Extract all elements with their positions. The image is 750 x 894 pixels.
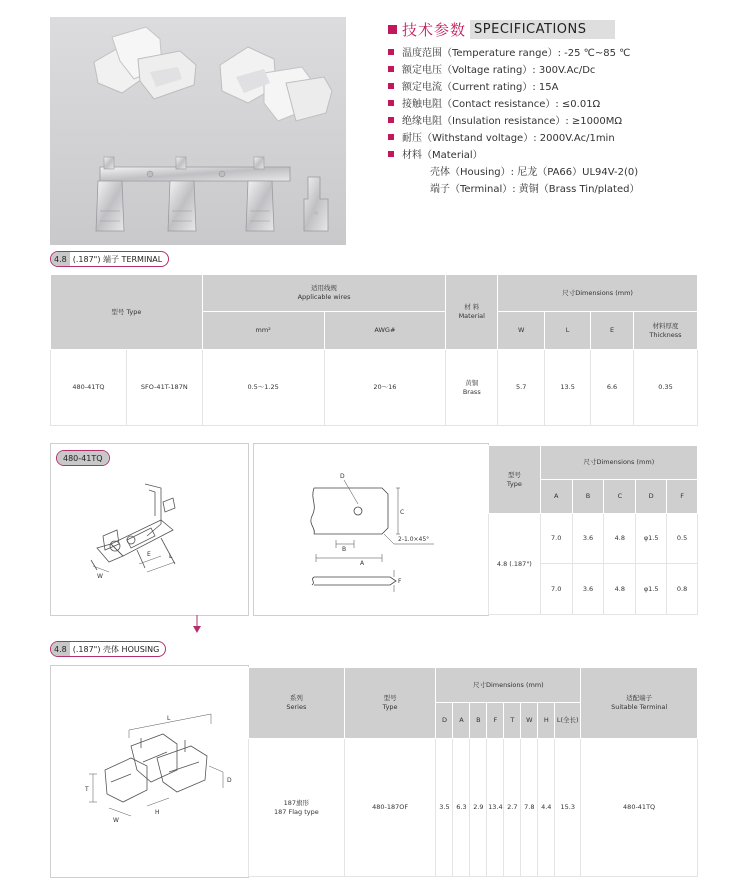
dim-w-label: W bbox=[113, 817, 119, 824]
bullet-icon bbox=[388, 83, 394, 89]
terminal-section-label: 4.8 (.187") 端子 TERMINAL bbox=[50, 251, 169, 267]
dim-f-label: F bbox=[398, 578, 402, 585]
col-header-f: F bbox=[487, 703, 504, 739]
table-row bbox=[489, 514, 698, 564]
cell-b: 3.6 bbox=[572, 514, 604, 564]
cell-d: 3.5 bbox=[436, 739, 453, 877]
col-header-dimensions: 尺寸Dimensions (mm) bbox=[540, 446, 697, 480]
cell-h: 4.4 bbox=[538, 739, 555, 877]
cell-l: 13.5 bbox=[545, 350, 591, 426]
cell-series: 187旗形 187 Flag type bbox=[249, 739, 345, 877]
col-header-suitable: 适配端子 Suitable Terminal bbox=[581, 668, 698, 739]
col-header-f: F bbox=[667, 480, 698, 514]
dim-a-label: A bbox=[360, 560, 365, 567]
col-header-dimensions: 尺寸Dimensions (mm) bbox=[436, 668, 581, 703]
cell-mm2: 0.5～1.25 bbox=[202, 350, 324, 426]
col-header-l: L(全长) bbox=[555, 703, 581, 739]
col-header-type: 型号 Type bbox=[489, 446, 541, 514]
dim-b-label: B bbox=[342, 546, 347, 553]
dim-c-label: C bbox=[400, 509, 405, 516]
col-header-thickness: 材料厚度 Thickness bbox=[634, 312, 698, 350]
cell-material: 黄铜 Brass bbox=[446, 350, 498, 426]
cell-a: 6.3 bbox=[453, 739, 470, 877]
terminal-table bbox=[50, 274, 698, 426]
cell-type: 4.8 (.187") bbox=[489, 514, 541, 615]
col-header-type: 型号 Type bbox=[51, 275, 203, 350]
col-header-mm2: mm² bbox=[202, 312, 324, 350]
col-header-t: T bbox=[504, 703, 521, 739]
dim-chamfer-label: 2-1.0×45° bbox=[398, 536, 430, 543]
cell-t: 2.7 bbox=[504, 739, 521, 877]
col-header-h: H bbox=[538, 703, 555, 739]
cell-b: 3.6 bbox=[572, 564, 604, 615]
dim-d-label: D bbox=[227, 777, 232, 784]
dim-t-label: T bbox=[85, 786, 89, 793]
cell-type2: SFO-41T-187N bbox=[126, 350, 202, 426]
col-header-l: L bbox=[545, 312, 591, 350]
cell-w: 5.7 bbox=[498, 350, 545, 426]
col-header-a: A bbox=[453, 703, 470, 739]
col-header-w: W bbox=[521, 703, 538, 739]
col-header-material: 材 料 Material bbox=[446, 275, 498, 350]
col-header-dimensions: 尺寸Dimensions (mm) bbox=[498, 275, 698, 312]
product-photo bbox=[50, 17, 346, 245]
col-header-awg: AWG# bbox=[324, 312, 446, 350]
dim-h-label: H bbox=[155, 809, 160, 816]
cell-b: 2.9 bbox=[470, 739, 487, 877]
cell-d: φ1.5 bbox=[636, 514, 667, 564]
spec-housing-material: 壳体（Housing）: 尼龙（PA66）UL94V-2(0) bbox=[430, 167, 639, 178]
col-header-wires: 适用线规 Applicable wires bbox=[202, 275, 446, 312]
cell-type: 480-187OF bbox=[344, 739, 436, 877]
bullet-icon bbox=[388, 151, 394, 157]
cell-type1: 480-41TQ bbox=[51, 350, 127, 426]
dim-d-label: D bbox=[340, 473, 345, 480]
cell-a: 7.0 bbox=[540, 564, 572, 615]
bullet-square-icon bbox=[388, 25, 397, 34]
cell-thickness: 0.35 bbox=[634, 350, 698, 426]
table-row bbox=[249, 739, 698, 877]
col-header-w: W bbox=[498, 312, 545, 350]
spec-line: 温度范围（Temperature range）: -25 ℃~85 ℃ bbox=[388, 44, 630, 59]
tab-section-label: 480-41TQ bbox=[56, 450, 110, 466]
table-row bbox=[51, 350, 698, 426]
cell-awg: 20～16 bbox=[324, 350, 446, 426]
spec-line: 材料（Material） bbox=[388, 146, 483, 161]
spec-line: 额定电流（Current rating）: 15A bbox=[388, 78, 558, 93]
bullet-icon bbox=[388, 134, 394, 140]
col-header-type: 型号 Type bbox=[344, 668, 436, 739]
spec-terminal-material: 端子（Terminal）: 黄铜（Brass Tin/plated） bbox=[430, 184, 640, 195]
spec-line: 接触电阻（Contact resistance）: ≤0.01Ω bbox=[388, 95, 600, 110]
bullet-icon bbox=[388, 49, 394, 55]
spec-line: 耐压（Withstand voltage）: 2000V.Ac/1min bbox=[388, 129, 615, 144]
col-header-b: B bbox=[470, 703, 487, 739]
cell-suitable: 480-41TQ bbox=[581, 739, 698, 877]
cell-f: 13.4 bbox=[487, 739, 504, 877]
spec-title-en: SPECIFICATIONS bbox=[470, 20, 614, 39]
cell-l: 15.3 bbox=[555, 739, 581, 877]
col-header-c: C bbox=[604, 480, 636, 514]
cell-d: φ1.5 bbox=[636, 564, 667, 615]
dim-w-label: W bbox=[97, 573, 103, 580]
terminal-iso-panel bbox=[50, 443, 249, 616]
spec-line: 绝缘电阻（Insulation resistance）: ≥1000MΩ bbox=[388, 112, 622, 127]
cell-f: 0.5 bbox=[667, 514, 698, 564]
dim-e-label: E bbox=[147, 551, 151, 558]
tab-drawing-panel bbox=[253, 443, 489, 616]
bullet-icon bbox=[388, 117, 394, 123]
spec-title-zh: 技术参数 bbox=[402, 20, 467, 39]
cell-c: 4.8 bbox=[604, 514, 636, 564]
cell-w: 7.8 bbox=[521, 739, 538, 877]
housing-table bbox=[248, 667, 698, 877]
bullet-icon bbox=[388, 100, 394, 106]
dim-l-label: L bbox=[167, 715, 171, 722]
bullet-icon bbox=[388, 66, 394, 72]
cell-c: 4.8 bbox=[604, 564, 636, 615]
col-header-e: E bbox=[591, 312, 634, 350]
cell-f: 0.8 bbox=[667, 564, 698, 615]
col-header-series: 系列 Series bbox=[249, 668, 345, 739]
col-header-d: D bbox=[436, 703, 453, 739]
col-header-a: A bbox=[540, 480, 572, 514]
dim-l-label: L bbox=[169, 553, 173, 560]
col-header-b: B bbox=[572, 480, 604, 514]
cell-e: 6.6 bbox=[591, 350, 634, 426]
arrow-down-icon bbox=[190, 615, 204, 635]
spec-heading bbox=[388, 18, 615, 40]
col-header-d: D bbox=[636, 480, 667, 514]
housing-section-label: 4.8 (.187") 壳体 HOUSING bbox=[50, 641, 166, 657]
tab-table bbox=[488, 445, 698, 615]
spec-line: 额定电压（Voltage rating）: 300V.Ac/Dc bbox=[388, 61, 595, 76]
housing-iso-panel bbox=[50, 665, 249, 878]
cell-a: 7.0 bbox=[540, 514, 572, 564]
